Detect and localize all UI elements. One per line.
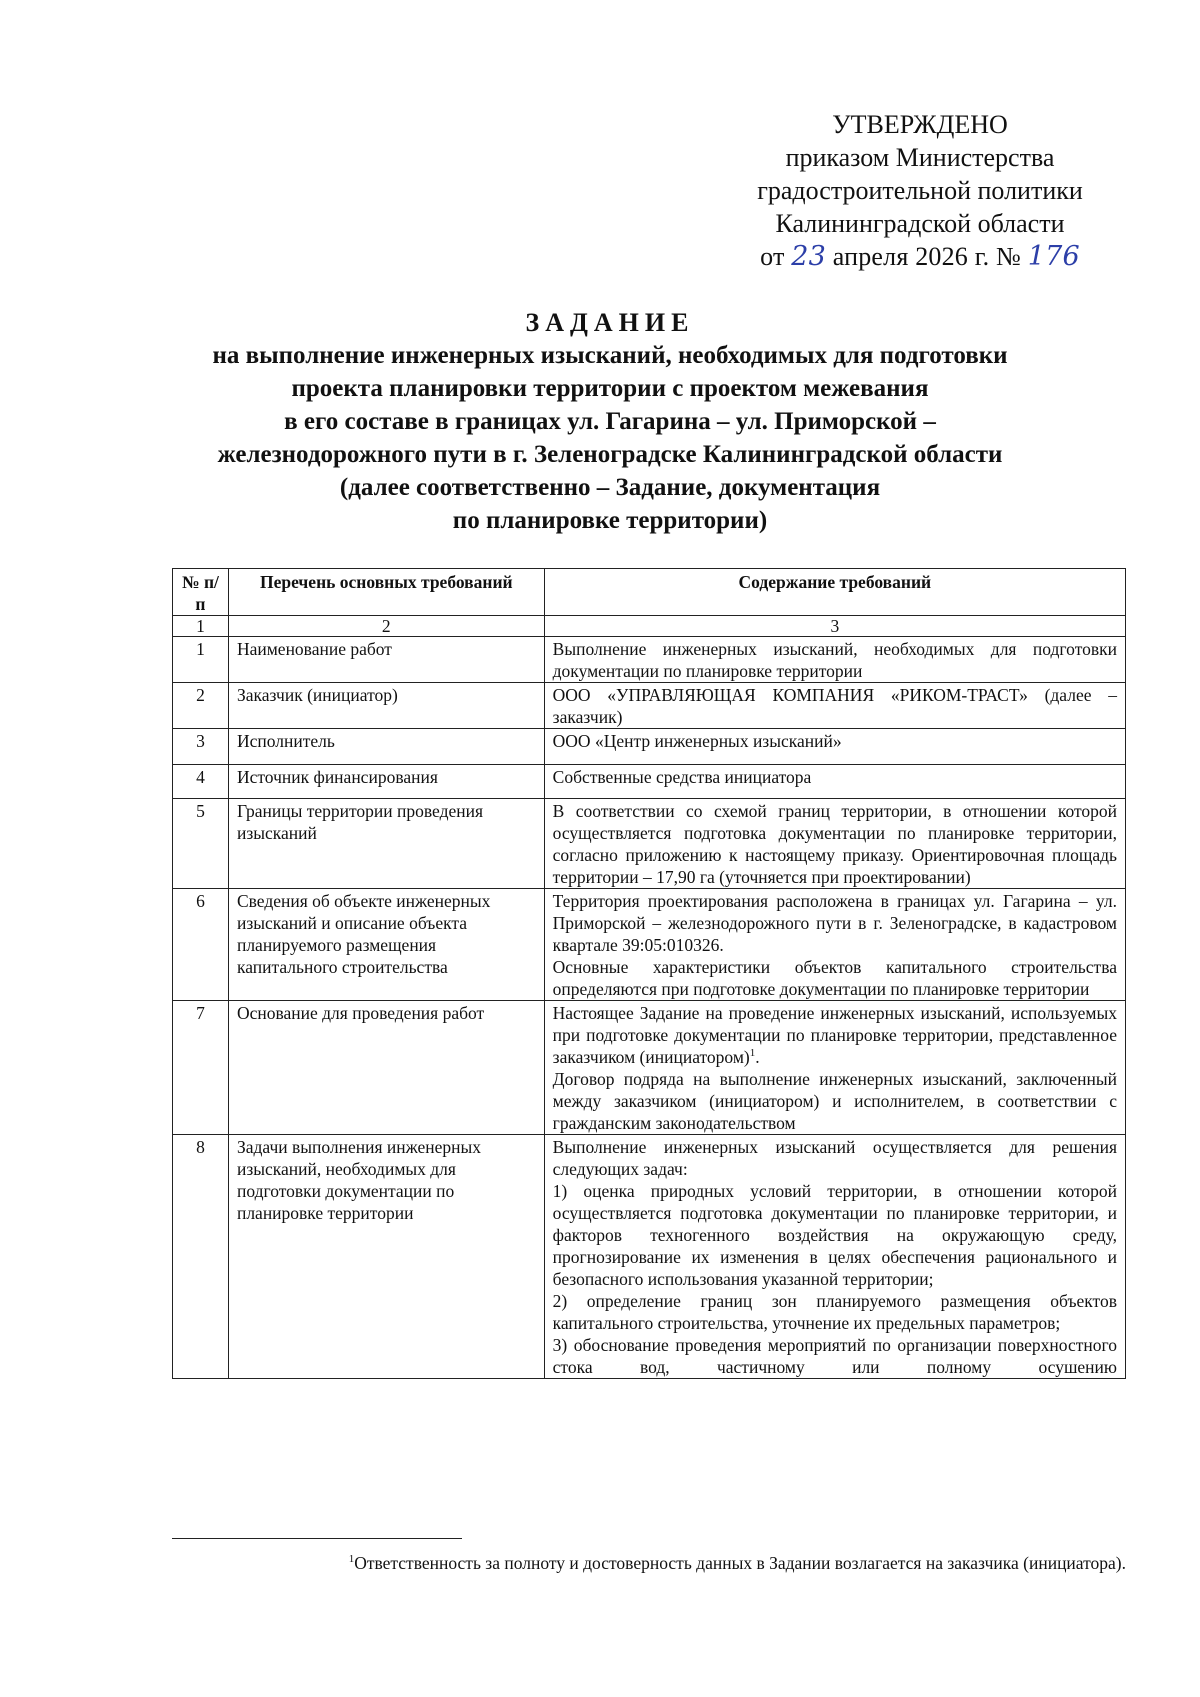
- heading-line-2: проекта планировки территории с проектом межевания: [291, 375, 929, 402]
- footnote-mark: 1: [348, 1553, 355, 1566]
- row-number: 4: [173, 765, 229, 799]
- row-name: Границы территории проведения изысканий: [228, 799, 544, 889]
- row-content: [544, 637, 1125, 683]
- row-content-paragraph: Собственные средства инициатора: [552, 767, 812, 787]
- table-row: [173, 889, 1126, 1001]
- date-month-year: апреля 2026 г. №: [832, 242, 1022, 271]
- heading-line-1: на выполнение инженерных изысканий, необходимых для подготовки: [212, 342, 1008, 369]
- column-number-2: 2: [228, 616, 544, 637]
- handwritten-day: 23: [791, 241, 826, 272]
- requirements-table: [172, 568, 1126, 1379]
- table-row: [173, 799, 1126, 889]
- table-row: [173, 1001, 1126, 1135]
- row-number: 3: [173, 729, 229, 765]
- footnote-reference: 1: [749, 1047, 756, 1060]
- handwritten-order-number: 176: [1027, 241, 1080, 272]
- row-content: [544, 729, 1125, 765]
- row-content-paragraph: В соответствии со схемой границ территории, в отношении которой осуществляется подготовка документации по планировке территории, согласно приложению к настоящему приказу. Ориентировочная площадь территории – 17,90 га (уточняется при проектировании): [552, 801, 1117, 887]
- row-content-paragraph: Основные характеристики объектов капитального строительства определяются при подготовке документации по планировке территории: [552, 957, 1117, 999]
- row-name: Источник финансирования: [228, 765, 544, 799]
- row-content: [544, 889, 1125, 1001]
- footnote: [172, 1552, 1126, 1574]
- table-row: [173, 637, 1126, 683]
- row-content-paragraph: ООО «Центр инженерных изысканий»: [552, 731, 842, 751]
- row-number: 5: [173, 799, 229, 889]
- row-content-paragraph: [553, 1002, 1117, 1068]
- row-content-paragraph: 2) определение границ зон планируемого размещения объектов капитального строительства, уточнение их предельных параметров;: [552, 1291, 1117, 1333]
- row-number: 8: [173, 1135, 229, 1379]
- row-name: Исполнитель: [228, 729, 544, 765]
- row-name: Задачи выполнения инженерных изысканий, необходимых для подготовки документации по планировке территории: [228, 1135, 544, 1379]
- row-content-text: Настоящее Задание на проведение инженерных изысканий, используемых при подготовке документации по планировке территории, представленное заказчиком (инициатором): [552, 1003, 1117, 1067]
- column-number-row: [173, 616, 1126, 637]
- row-content-paragraph: Выполнение инженерных изысканий, необходимых для подготовки документации по планировке территории: [552, 639, 1117, 681]
- approval-line-region: Калининградской области: [775, 209, 1065, 238]
- row-number: 7: [173, 1001, 229, 1135]
- table-row: [173, 765, 1126, 799]
- header-number: № п/п: [173, 569, 229, 616]
- approval-date-line: [700, 240, 1140, 273]
- row-name: Наименование работ: [228, 637, 544, 683]
- row-name: Основание для проведения работ: [228, 1001, 544, 1135]
- table-row: [173, 683, 1126, 729]
- approval-block: [700, 108, 1140, 273]
- row-content-paragraph: ООО «УПРАВЛЯЮЩАЯ КОМПАНИЯ «РИКОМ-ТРАСТ» (далее – заказчик): [552, 685, 1117, 727]
- heading-line-3: в его составе в границах ул. Гагарина – ул. Приморской –: [284, 408, 936, 435]
- document-heading: [150, 306, 1070, 537]
- row-content-paragraph: Территория проектирования расположена в границах ул. Гагарина – ул. Приморской – железнодорожного пути в г. Зеленоградске, в кадастровом квартале 39:05:010326.: [552, 891, 1117, 955]
- row-name: Сведения об объекте инженерных изысканий и описание объекта планируемого размещения капитального строительства: [228, 889, 544, 1001]
- footnote-reference-tail: .: [755, 1047, 760, 1067]
- row-content-paragraph: Договор подряда на выполнение инженерных изысканий, заключенный между заказчиком (инициатором) и исполнителем, в соответствии с гражданским законодательством: [552, 1069, 1117, 1133]
- row-number: 6: [173, 889, 229, 1001]
- footnote-divider: [172, 1538, 462, 1539]
- date-prefix: от: [760, 242, 785, 271]
- column-number-1: 1: [173, 616, 229, 637]
- row-content: [544, 799, 1125, 889]
- row-content: [544, 765, 1125, 799]
- column-number-3: 3: [544, 616, 1125, 637]
- heading-line-5: (далее соответственно – Задание, документация: [339, 474, 881, 501]
- table-header-row: [173, 569, 1126, 616]
- approval-title: УТВЕРЖДЕНО: [832, 110, 1008, 139]
- header-requirements-content: Содержание требований: [544, 569, 1125, 616]
- approval-line-ministry: приказом Министерства: [785, 143, 1055, 172]
- row-content: [544, 1135, 1125, 1379]
- approval-line-policy: градостроительной политики: [757, 176, 1083, 205]
- footnote-text: Ответственность за полноту и достоверность данных в Задании возлагается на заказчика (инициатора).: [354, 1553, 1126, 1573]
- heading-line-6: по планировке территории): [452, 507, 768, 534]
- document-title: ЗАДАНИЕ: [525, 308, 695, 337]
- row-number: 2: [173, 683, 229, 729]
- row-number: 1: [173, 637, 229, 683]
- row-content-paragraph: 1) оценка природных условий территории, в отношении которой осуществляется подготовка документации по планировке территории, и факторов техногенного воздействия на окружающую среду, прогнозирование их изменения в целях обеспечения рационального и безопасного использования указанной территории;: [552, 1181, 1117, 1289]
- row-content: [544, 683, 1125, 729]
- row-name: Заказчик (инициатор): [228, 683, 544, 729]
- row-content-paragraph: Выполнение инженерных изысканий осуществляется для решения следующих задач:: [552, 1137, 1117, 1179]
- heading-line-4: железнодорожного пути в г. Зеленоградске Калининградской области: [217, 441, 1003, 468]
- row-content: [544, 1001, 1125, 1135]
- table-row: [173, 729, 1126, 765]
- row-content-paragraph: 3) обоснование проведения мероприятий по организации поверхностного стока вод, частичному или полному осушению: [552, 1335, 1117, 1377]
- table-row: [173, 1135, 1126, 1379]
- header-requirements-list: Перечень основных требований: [228, 569, 544, 616]
